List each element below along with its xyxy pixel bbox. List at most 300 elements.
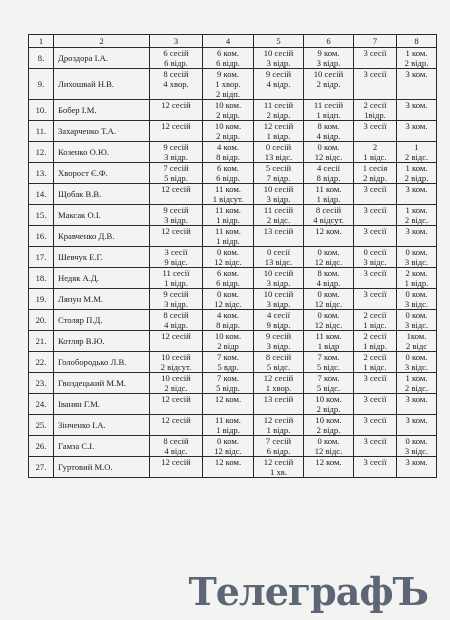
attendance-cell [254, 184, 304, 205]
cell-line: 0 ком. [317, 247, 340, 257]
deputy-name: Ляпун М.М. [54, 289, 150, 310]
attendance-cell [203, 457, 254, 478]
cell-line: 6 сесій [163, 48, 189, 58]
cell-line: 0 ком. [405, 289, 428, 299]
attendance-cell [354, 48, 397, 69]
header-cell: 3 [150, 35, 203, 48]
deputy-name: Кравченко Д.В. [54, 226, 150, 247]
cell-line: 2 відс. [404, 152, 429, 162]
cell-line: 12 відс. [214, 446, 242, 456]
header-cell: 7 [354, 35, 397, 48]
table-row [29, 268, 437, 289]
attendance-cell [203, 268, 254, 289]
attendance-cell [150, 394, 203, 415]
cell-line: 1відр. [364, 110, 386, 120]
cell-line: 9 сесій [265, 331, 292, 341]
cell-line: 12 відс. [314, 446, 343, 456]
attendance-cell [397, 226, 437, 247]
attendance-cell [150, 69, 203, 100]
cell-line: 4 сесії [267, 310, 290, 320]
deputy-name: Голобородько Л.В. [54, 352, 150, 373]
cell-line: 0 сесії [267, 247, 290, 257]
attendance-cell [203, 184, 254, 205]
table-row [29, 289, 437, 310]
attendance-cell [397, 436, 437, 457]
cell-line: 12 сесій [263, 121, 294, 131]
table-row [29, 394, 437, 415]
cell-line: 3 відр. [266, 278, 291, 288]
cell-line: 7 ком. [317, 352, 340, 362]
table-row [29, 48, 437, 69]
cell-line: 3 сесії [363, 268, 387, 278]
cell-line: 2 відр. [266, 110, 291, 120]
attendance-cell [203, 373, 254, 394]
cell-line: 0 ком. [317, 142, 340, 152]
attendance-cell [354, 394, 397, 415]
cell-line: 1 ком. [405, 205, 428, 215]
cell-line: 2 [372, 142, 378, 152]
cell-line: 8 відр. [216, 320, 240, 330]
attendance-cell [254, 247, 304, 268]
cell-line: 3 сесії [363, 121, 387, 131]
cell-line: 0 ком. [317, 289, 340, 299]
cell-line: 12 відс. [314, 299, 343, 309]
deputy-name: Столяр П.Д. [54, 310, 150, 331]
row-number: 22. [29, 352, 54, 373]
attendance-cell [397, 373, 437, 394]
cell-line: 0 ком. [405, 436, 428, 446]
attendance-cell [254, 394, 304, 415]
cell-line: 1 відр. [363, 341, 387, 351]
cell-line: 0 ком. [405, 352, 428, 362]
cell-line: 12 сесій [263, 373, 294, 383]
attendance-cell [254, 373, 304, 394]
attendance-cell [397, 457, 437, 478]
row-number: 12. [29, 142, 54, 163]
cell-line: 3 ком. [405, 394, 428, 404]
deputy-name: Щобак В.В. [54, 184, 150, 205]
attendance-cell [203, 352, 254, 373]
cell-line: 6 ком. [217, 163, 239, 173]
attendance-cell [254, 163, 304, 184]
cell-line: 5 відр. [216, 383, 240, 393]
attendance-cell [354, 69, 397, 100]
cell-line: 7 сесій [265, 436, 292, 446]
cell-line: 5 відр. [164, 173, 188, 183]
cell-line: 4 відр. [164, 320, 188, 330]
cell-line: 8 сесій [265, 352, 292, 362]
cell-line: 6 відр. [216, 278, 240, 288]
cell-line: 11 сесії [162, 268, 190, 278]
cell-line: 6 відр. [216, 173, 240, 183]
cell-line: 0 ком. [217, 436, 239, 446]
row-number: 26. [29, 436, 54, 457]
cell-line: 3 сесії [164, 247, 188, 257]
attendance-cell [203, 205, 254, 226]
cell-line: 11 ком. [215, 415, 241, 425]
deputy-name: Козенко О.Ю. [54, 142, 150, 163]
cell-line: 9 відр. [266, 320, 291, 330]
cell-line: 11 сесій [313, 100, 344, 110]
table-row [29, 436, 437, 457]
attendance-cell [150, 142, 203, 163]
table-row [29, 205, 437, 226]
cell-line: 2 відс. [164, 383, 188, 393]
cell-line: 0 ком. [317, 310, 340, 320]
attendance-cell [254, 352, 304, 373]
attendance-cell [150, 331, 203, 352]
attendance-cell [354, 247, 397, 268]
attendance-cell [304, 48, 354, 69]
table-row [29, 373, 437, 394]
row-number: 21. [29, 331, 54, 352]
attendance-cell [254, 100, 304, 121]
cell-line: 3 відс. [404, 362, 429, 372]
deputy-name: Гамза С.І. [54, 436, 150, 457]
cell-line: 10 сесій [263, 184, 294, 194]
attendance-cell [304, 226, 354, 247]
attendance-cell [254, 121, 304, 142]
attendance-cell [354, 436, 397, 457]
cell-line: 12 відс. [314, 257, 343, 267]
row-number: 11. [29, 121, 54, 142]
cell-line: 9 сесій [265, 69, 292, 79]
header-cell: 8 [397, 35, 437, 48]
attendance-cell [354, 205, 397, 226]
cell-line: 12 сесій [161, 457, 191, 467]
cell-line: 3 ком. [405, 121, 428, 131]
attendance-cell [304, 205, 354, 226]
cell-line: 8 відр. [216, 152, 240, 162]
attendance-cell [254, 268, 304, 289]
deputy-name: Шевчук Е.Г. [54, 247, 150, 268]
cell-line: 3 ком. [405, 457, 428, 467]
cell-line: 1 відп. [316, 110, 341, 120]
cell-line: 4 сесії [317, 163, 340, 173]
attendance-cell [150, 100, 203, 121]
attendance-cell [150, 436, 203, 457]
cell-line: 3 сесії [363, 373, 387, 383]
attendance-cell [397, 268, 437, 289]
row-number: 15. [29, 205, 54, 226]
cell-line: 1 відр. [316, 194, 341, 204]
cell-line: 3 ком. [405, 100, 428, 110]
attendance-cell [254, 331, 304, 352]
table-row [29, 184, 437, 205]
table-row [29, 415, 437, 436]
attendance-cell [150, 268, 203, 289]
cell-line: 9 сесій [163, 289, 189, 299]
attendance-cell [254, 205, 304, 226]
cell-line: 4 відс. [164, 446, 188, 456]
cell-line: 2 відсут. [160, 362, 192, 372]
row-number: 23. [29, 373, 54, 394]
cell-line: 4 відсут. [313, 215, 344, 225]
cell-line: 13 сесій [263, 226, 294, 236]
attendance-cell [150, 373, 203, 394]
attendance-cell [150, 457, 203, 478]
cell-line: 8 сесій [163, 69, 189, 79]
cell-line: 3 відс. [404, 446, 429, 456]
attendance-cell [150, 184, 203, 205]
cell-line: 4 ком. [217, 310, 239, 320]
cell-line: 0 сесії [363, 247, 387, 257]
header-cell: 6 [304, 35, 354, 48]
attendance-cell [354, 373, 397, 394]
cell-line: 13 сесій [263, 394, 294, 404]
deputy-name: Бобер І.М. [54, 100, 150, 121]
cell-line: 3 ком. [405, 69, 428, 79]
cell-line: 11 ком. [315, 184, 342, 194]
attendance-cell [304, 142, 354, 163]
cell-line: 3 відр. [164, 152, 188, 162]
attendance-cell [304, 373, 354, 394]
header-row [29, 35, 437, 48]
cell-line: 2 відр. [216, 131, 240, 141]
attendance-cell [304, 436, 354, 457]
cell-line: 12 сесій [161, 394, 191, 404]
cell-line: 4 хвор. [163, 79, 189, 89]
deputy-name: Недяк А.Д. [54, 268, 150, 289]
cell-line: 3 сесії [363, 205, 387, 215]
row-number: 19. [29, 289, 54, 310]
attendance-cell [354, 310, 397, 331]
cell-line: 2 відп. [215, 89, 240, 99]
cell-line: 12 ком. [214, 457, 242, 467]
attendance-cell [203, 142, 254, 163]
cell-line: 3 сесії [363, 69, 387, 79]
row-number: 10. [29, 100, 54, 121]
cell-line: 7 відр. [266, 173, 291, 183]
cell-line: 1 відр. [216, 215, 240, 225]
cell-line: 3 сесії [363, 415, 387, 425]
cell-line: 3 відр. [266, 341, 291, 351]
cell-line: 3 сесії [363, 436, 387, 446]
attendance-cell [354, 331, 397, 352]
table-row [29, 69, 437, 100]
attendance-cell [203, 121, 254, 142]
cell-line: 8 сесій [163, 436, 189, 446]
attendance-cell [397, 142, 437, 163]
table-row [29, 352, 437, 373]
cell-line: 1 ком. [405, 373, 428, 383]
cell-line: 10 ком. [214, 331, 242, 341]
header-cell: 4 [203, 35, 254, 48]
attendance-cell [150, 352, 203, 373]
attendance-cell [150, 163, 203, 184]
table-body [29, 35, 437, 478]
cell-line: 3 відс. [404, 299, 429, 309]
cell-line: 3 відр. [164, 299, 188, 309]
table-row [29, 247, 437, 268]
attendance-cell [397, 121, 437, 142]
cell-line: 3 відр. [316, 58, 341, 68]
attendance-cell [254, 457, 304, 478]
attendance-cell [203, 415, 254, 436]
attendance-cell [397, 352, 437, 373]
row-number: 24. [29, 394, 54, 415]
cell-line: 3 відс. [404, 320, 429, 330]
attendance-cell [203, 163, 254, 184]
cell-line: 10 ком. [214, 121, 242, 131]
cell-line: 12 сесій [161, 415, 191, 425]
cell-line: 5 відс. [316, 362, 341, 372]
cell-line: 5 відс. [316, 383, 341, 393]
row-number: 20. [29, 310, 54, 331]
cell-line: 3 відс. [404, 257, 429, 267]
cell-line: 8 ком. [317, 268, 340, 278]
cell-line: 6 ком. [217, 268, 239, 278]
cell-line: 0 ком. [405, 247, 428, 257]
cell-line: 1 відс. [363, 152, 387, 162]
attendance-cell [203, 331, 254, 352]
attendance-cell [304, 394, 354, 415]
attendance-cell [203, 48, 254, 69]
cell-line: 3 сесії [363, 457, 387, 467]
cell-line: 10 сесій [313, 69, 344, 79]
cell-line: 6 ком. [217, 48, 239, 58]
cell-line: 2 відр. [316, 425, 341, 435]
cell-line: 12 відс. [314, 152, 343, 162]
cell-line: 12 сесій [161, 121, 191, 131]
row-number: 17. [29, 247, 54, 268]
attendance-cell [397, 310, 437, 331]
cell-line: 1 хвор. [215, 79, 241, 89]
attendance-cell [354, 289, 397, 310]
deputy-name: Дроздора І.А. [54, 48, 150, 69]
attendance-cell [150, 121, 203, 142]
cell-line: 2 сесії [363, 310, 387, 320]
cell-line: 6 відр. [266, 446, 291, 456]
attendance-cell [304, 163, 354, 184]
attendance-table [28, 34, 437, 478]
cell-line: 11 сесій [263, 205, 294, 215]
cell-line: 1 відр [317, 341, 340, 351]
attendance-cell [397, 100, 437, 121]
table-row [29, 310, 437, 331]
table-row [29, 100, 437, 121]
cell-line: 5 вдр. [217, 362, 239, 372]
cell-line: 7 ком. [317, 373, 340, 383]
cell-line: 2 сесії [363, 100, 387, 110]
cell-line: 2 відр [217, 341, 239, 351]
attendance-cell [203, 289, 254, 310]
cell-line: 1 відр. [216, 236, 240, 246]
cell-line: 9 ком. [217, 69, 239, 79]
cell-line: 4 ком. [217, 142, 239, 152]
attendance-cell [304, 268, 354, 289]
cell-line: 2 відр. [216, 110, 240, 120]
attendance-cell [304, 457, 354, 478]
cell-line: 11 сесій [263, 100, 294, 110]
attendance-cell [254, 142, 304, 163]
attendance-cell [150, 247, 203, 268]
cell-line: 12 сесій [263, 415, 294, 425]
attendance-cell [304, 352, 354, 373]
attendance-cell [203, 100, 254, 121]
cell-line: 1 ком. [405, 48, 428, 58]
cell-line: 6 відр. [216, 58, 240, 68]
cell-line: 3 ком. [405, 226, 428, 236]
cell-line: 2 ком. [405, 268, 428, 278]
cell-line: 10 ком. [315, 415, 342, 425]
cell-line: 5 відс. [266, 362, 291, 372]
cell-line: 10 сесій [161, 352, 191, 362]
attendance-cell [397, 205, 437, 226]
cell-line: 2 відс [405, 341, 428, 351]
attendance-cell [397, 48, 437, 69]
cell-line: 1 [414, 142, 419, 152]
attendance-cell [354, 415, 397, 436]
attendance-cell [254, 415, 304, 436]
cell-line: 12 сесій [161, 100, 191, 110]
cell-line: 12 відс. [314, 320, 343, 330]
telegraf-watermark: ТелеграфЪ [188, 569, 428, 614]
cell-line: 1 хвор. [265, 383, 292, 393]
cell-line: 1 відс. [363, 320, 387, 330]
cell-line: 6 відр. [164, 58, 188, 68]
deputy-name: Хворост Є.Ф. [54, 163, 150, 184]
cell-line: 3 ком. [405, 415, 428, 425]
attendance-cell [354, 100, 397, 121]
attendance-cell [354, 268, 397, 289]
attendance-cell [254, 289, 304, 310]
attendance-cell [254, 69, 304, 100]
cell-line: 10 ком. [315, 394, 342, 404]
attendance-cell [203, 69, 254, 100]
header-cell: 2 [54, 35, 150, 48]
cell-line: 2 відс. [404, 215, 429, 225]
attendance-cell [150, 48, 203, 69]
attendance-cell [354, 142, 397, 163]
table-row [29, 226, 437, 247]
cell-line: 1 ком. [405, 163, 428, 173]
cell-line: 11 ком. [215, 205, 241, 215]
table-row [29, 457, 437, 478]
attendance-cell [397, 331, 437, 352]
cell-line: 12 ком. [315, 226, 342, 236]
cell-line: 3 сесії [363, 226, 387, 236]
table-row [29, 121, 437, 142]
cell-line: 3 ком. [405, 184, 428, 194]
attendance-cell [304, 184, 354, 205]
cell-line: 2 відс. [404, 383, 429, 393]
attendance-cell [397, 247, 437, 268]
cell-line: 0 ком. [405, 310, 428, 320]
cell-line: 10 ком. [214, 100, 242, 110]
cell-line: 1 хв. [270, 467, 287, 477]
header-cell: 5 [254, 35, 304, 48]
cell-line: 10 сесій [263, 289, 294, 299]
deputy-name: Іванян Г.М. [54, 394, 150, 415]
cell-line: 12 сесій [161, 226, 191, 236]
cell-line: 3 відр. [266, 58, 291, 68]
cell-line: 2 відр. [363, 173, 387, 183]
cell-line: 3 сесії [363, 289, 387, 299]
deputy-name: Гвоздецький М.М. [54, 373, 150, 394]
attendance-cell [397, 163, 437, 184]
attendance-cell [304, 121, 354, 142]
attendance-cell [397, 289, 437, 310]
attendance-cell [150, 310, 203, 331]
cell-line: 12 сесій [161, 331, 191, 341]
cell-line: 1 відр. [404, 278, 429, 288]
attendance-cell [397, 184, 437, 205]
attendance-cell [304, 247, 354, 268]
cell-line: 9 сесій [163, 142, 189, 152]
cell-line: 4 відр. [266, 79, 291, 89]
cell-line: 10 сесій [161, 373, 191, 383]
